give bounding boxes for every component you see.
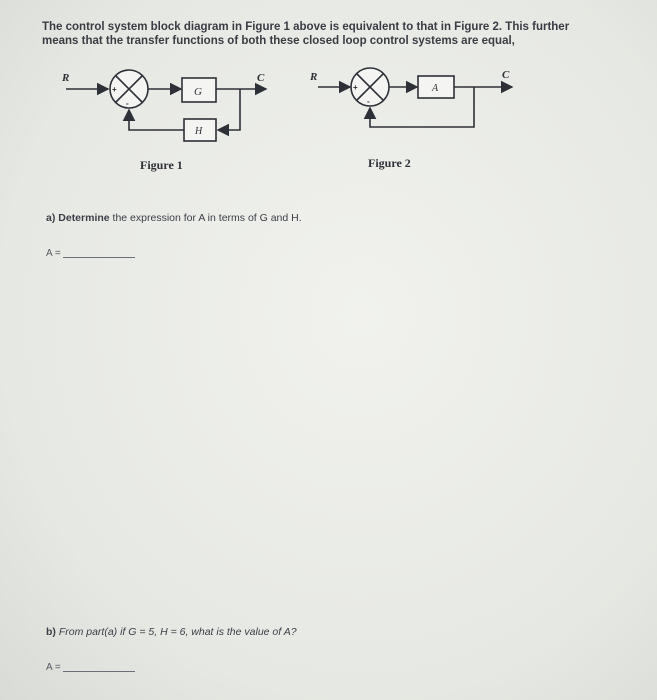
fig1-plus-sign: + [112, 85, 117, 94]
fig1-h-label: H [195, 126, 203, 137]
fig2-minus-sign: - [367, 97, 370, 106]
fig1-input-label: R [62, 72, 70, 84]
answer-a-blank[interactable] [63, 257, 135, 258]
intro-paragraph: The control system block diagram in Figure 1 above is equivalent to that in Figure 2. This further means that the transfer functions of both these closed loop control systems are equal, [42, 21, 570, 47]
question-a-text: the expression for A in terms of G and H. [109, 212, 302, 224]
question-b-label: b) [46, 626, 56, 638]
fig2-a-label: A [432, 83, 439, 94]
question-a [46, 212, 302, 224]
answer-a-line [46, 248, 135, 259]
figure-1-caption: Figure 1 [140, 158, 183, 172]
fig1-feedback-line-b [129, 110, 184, 130]
fig2-input-label: R [310, 71, 318, 83]
figure-1-diagram [66, 70, 266, 141]
question-a-label: a) [46, 212, 56, 224]
fig2-output-label: C [502, 69, 510, 81]
fig1-feedback-line-a [218, 89, 240, 130]
fig1-g-label: G [194, 86, 202, 98]
fig1-minus-sign: - [126, 99, 129, 108]
answer-b-prefix: A = [46, 662, 61, 673]
fig2-plus-sign: + [353, 83, 358, 92]
figure-2-caption: Figure 2 [368, 156, 411, 170]
question-b [46, 626, 297, 638]
answer-a-prefix: A = [46, 248, 61, 259]
fig1-output-label: C [257, 72, 265, 84]
answer-b-line [46, 662, 135, 673]
figure-2-diagram [318, 68, 512, 127]
question-b-text: From part(a) if G = 5, H = 6, what is the value of A? [58, 626, 297, 638]
question-a-bold: Determine [58, 212, 110, 224]
answer-b-blank[interactable] [63, 671, 135, 672]
